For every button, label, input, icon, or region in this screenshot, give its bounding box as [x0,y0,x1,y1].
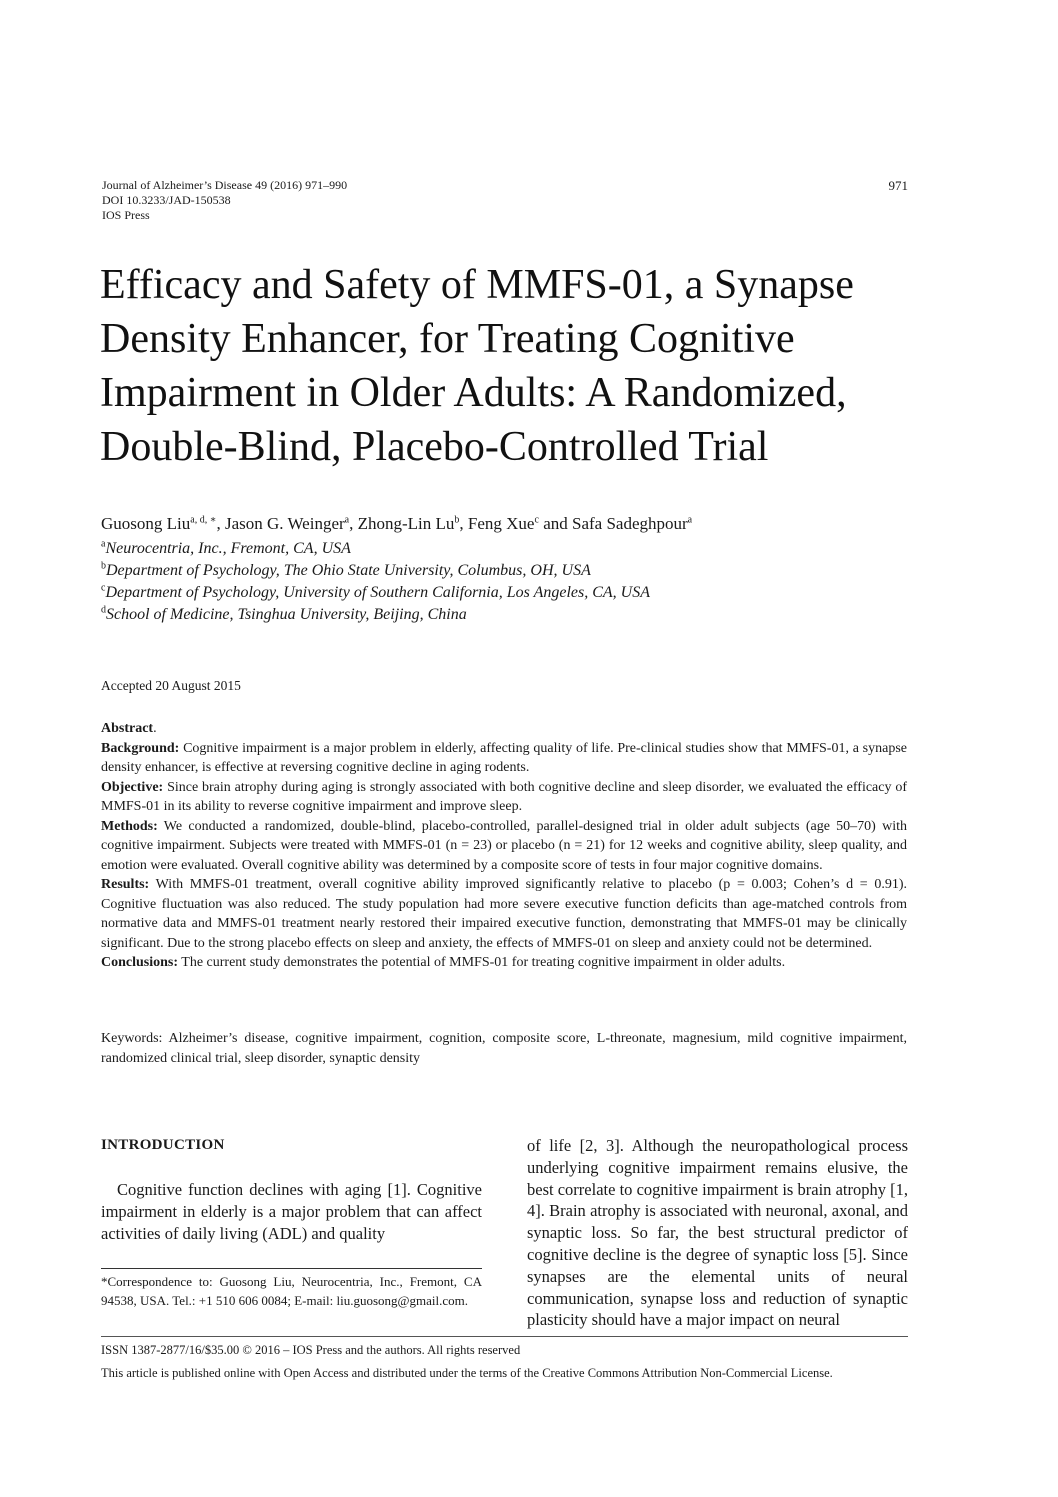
affiliation: $^a$Neurocentria, Inc., Fremont, CA, USA [101,538,351,557]
journal-citation: Journal of Alzheimer’s Disease 49 (2016) 971–990 [102,178,348,192]
page-number: 971 [888,178,908,193]
abstract-background: Background: Cognitive impairment is a major problem in elderly, affecting quality of life. Pre-clinical studies show that MMFS-01, a synapse density enhancer, is effective at reversing cognitive decline in aging rodents. [101,740,907,775]
doi[interactable]: DOI 10.3233/JAD-150538 [102,193,231,207]
abstract-results: Results: With MMFS-01 treatment, overall cognitive ability improved significantly relative to placebo (p = 0.003; Cohen’s d = 0.91). Cognitive fluctuation was also reduced. The study population had more severe executive function deficits than age-matched controls from normative data and MMFS-01 treatment nearly restored their impaired executive function, demonstrating that MMFS-01 may be clinically significant. Due to the strong placebo effects on sleep and anxiety, the effects of MMFS-01 on sleep and anxiety could not be determined. [101,877,908,951]
author: Zhong-Lin Lu$^b$ [357,514,460,533]
intro-right-column: of life [2, 3]. Although the neuropathological process underlying cognitive impairment remains elusive, the best correlate to cognitive impairment is brain atrophy [1, 4]. Brain atrophy is associated with neuronal, axonal, and synaptic loss. So far, the best structural predictor of cognitive decline is the degree of synaptic loss [5]. Since synapses are the elemental units of neural communication, synapse loss and reduction of synaptic plasticity should have a major impact on neural [527,1136,908,1330]
publisher: IOS Press [102,208,150,222]
author: Safa Sadeghpour$^a$ [571,514,693,533]
abstract [101,719,907,973]
author-list: Guosong Liu$^{a, d, ∗}$, Jason G. Weinger$^a$, Zhong-Lin Lu$^b$, Feng Xue$^c$ and Safa Sadeghpour$^a$ [101,514,693,533]
abstract-objective: Objective: Since brain atrophy during aging is strongly associated with both cognitive decline and sleep disorder, we evaluated the efficacy of MMFS-01 in its ability to reverse cognitive impairment and improve sleep. [101,779,907,814]
running-head [102,178,362,223]
abstract-methods: Methods: We conducted a randomized, double-blind, placebo-controlled, parallel-designed trial in older adult subjects (age 50–70) with cognitive impairment. Subjects were treated with MMFS-01 (n = 23) or placebo (n = 21) for 12 weeks and cognitive ability, sleep quality, and emotion were evaluated. Overall cognitive ability was determined by a composite score of tests in four major cognitive domains. [101,818,907,873]
author: Feng Xue$^c$ [467,514,539,533]
intro-left-column: Cognitive function declines with aging [1]. Cognitive impairment in elderly is a major problem that can affect activities of daily living (ADL) and quality [101,1180,482,1243]
abstract-heading: Abstract. [101,721,157,736]
correspondence-footnote: *Correspondence to: Guosong Liu, Neurocentria, Inc., Fremont, CA 94538, USA. Tel.: +1 510 606 0084; E-mail: liu.guosong@gmail.com. [101,1274,482,1308]
license-line: This article is published online with Open Access and distributed under the terms of the Creative Commons Attribution Non-Commercial License. [101,1366,833,1380]
footnote-rule [101,1268,482,1269]
section-heading-introduction: INTRODUCTION [101,1137,225,1153]
author: Guosong Liu$^{a, d, ∗}$ [101,514,217,533]
abstract-conclusions: Conclusions: The current study demonstrates the potential of MMFS-01 for treating cognitive impairment in older adults. [101,955,786,970]
keywords: Keywords: Alzheimer’s disease, cognitive impairment, cognition, composite score, L-threonate, magnesium, mild cognitive impairment, randomized clinical trial, sleep disorder, synaptic density [101,1031,907,1066]
author: Jason G. Weinger$^a$ [225,514,350,533]
bottom-rule [101,1336,908,1337]
article-title: Efficacy and Safety of MMFS-01, a Synapse Density Enhancer, for Treating Cognitive Impairment in Older Adults: A Randomized, Double-Blind, Placebo-Controlled Trial [100,262,854,470]
issn-line: ISSN 1387-2877/16/$35.00 © 2016 – IOS Press and the authors. All rights reserved [101,1343,521,1357]
accepted-date: Accepted 20 August 2015 [101,678,241,693]
affiliations [101,538,901,626]
affiliation: $^d$School of Medicine, Tsinghua University, Beijing, China [101,604,467,623]
affiliation: $^b$Department of Psychology, The Ohio State University, Columbus, OH, USA [101,560,591,579]
affiliation: $^c$Department of Psychology, University of Southern California, Los Angeles, CA, USA [101,582,650,601]
